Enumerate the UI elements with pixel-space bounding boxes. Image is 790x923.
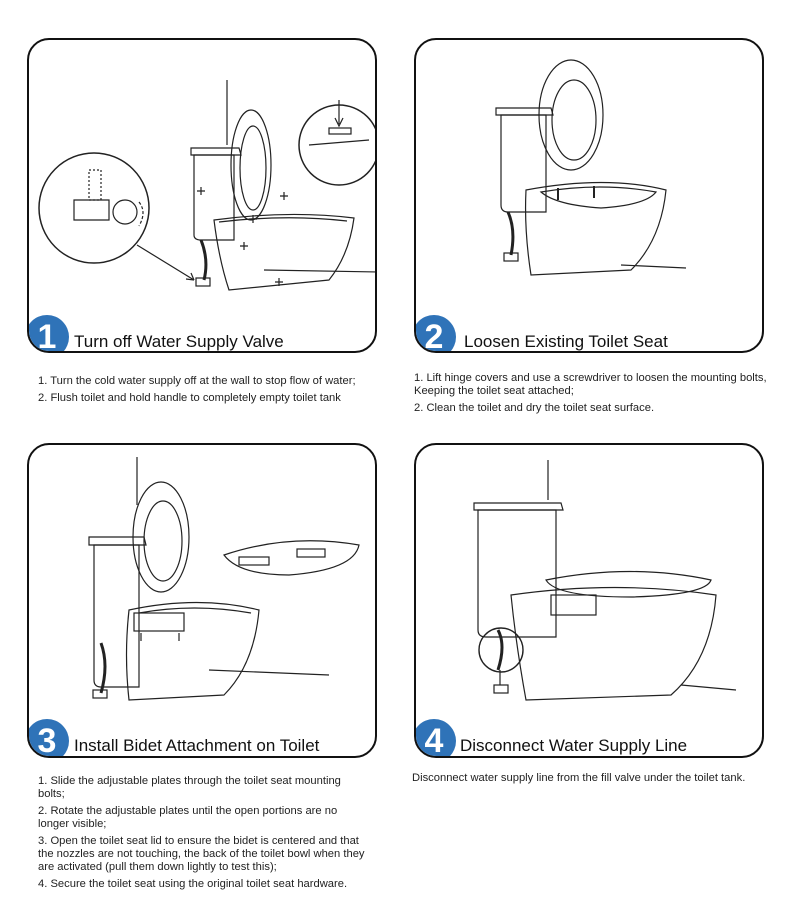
step-4-panel — [414, 443, 764, 758]
step-4-instruction: Disconnect water supply line from the fill valve under the toilet tank. — [412, 772, 746, 784]
step-2-number-badge: 2 — [414, 315, 456, 353]
step-3-instruction: 1. Slide the adjustable plates through the toilet seat mounting bolts; — [38, 775, 341, 800]
step-1-instructions — [38, 375, 383, 409]
step-1-panel — [27, 38, 377, 353]
step-2-illustration — [416, 40, 764, 353]
step-1-title: Turn off Water Supply Valve — [74, 332, 284, 351]
step-2-instructions — [414, 372, 769, 419]
step-4-number-badge: 4 — [414, 719, 456, 758]
step-4-illustration — [416, 445, 764, 758]
step-3-instruction: 4. Secure the toilet seat using the original toilet seat hardware. — [38, 878, 348, 890]
step-3-number-badge: 3 — [27, 719, 69, 758]
step-3-instruction: 2. Rotate the adjustable plates until the open portions are no longer visible; — [38, 805, 338, 830]
step-1-instruction: 1. Turn the cold water supply off at the wall to stop flow of water; — [38, 375, 356, 387]
step-1-instruction: 2. Flush toilet and hold handle to completely empty toilet tank — [38, 392, 341, 404]
step-2-panel — [414, 38, 764, 353]
step-1-illustration — [29, 40, 377, 353]
step-3-illustration — [29, 445, 377, 758]
step-2-title: Loosen Existing Toilet Seat — [464, 332, 668, 351]
step-2-instruction: 1. Lift hinge covers and use a screwdriver to loosen the mounting bolts, Keeping the toilet seat attached; — [414, 372, 767, 397]
step-3-instructions — [38, 775, 368, 895]
step-1-number-badge: 1 — [27, 315, 69, 353]
step-3-title: Install Bidet Attachment on Toilet — [74, 736, 320, 755]
step-3-instruction: 3. Open the toilet seat lid to ensure the bidet is centered and that the nozzles are not touching, the back of the toilet bowl when they are activated (pull them down lightly to test this); — [38, 835, 365, 873]
step-3-panel — [27, 443, 377, 758]
step-4-title: Disconnect Water Supply Line — [460, 736, 688, 755]
step-4-instructions — [412, 772, 752, 789]
step-2-instruction: 2. Clean the toilet and dry the toilet seat surface. — [414, 402, 655, 414]
